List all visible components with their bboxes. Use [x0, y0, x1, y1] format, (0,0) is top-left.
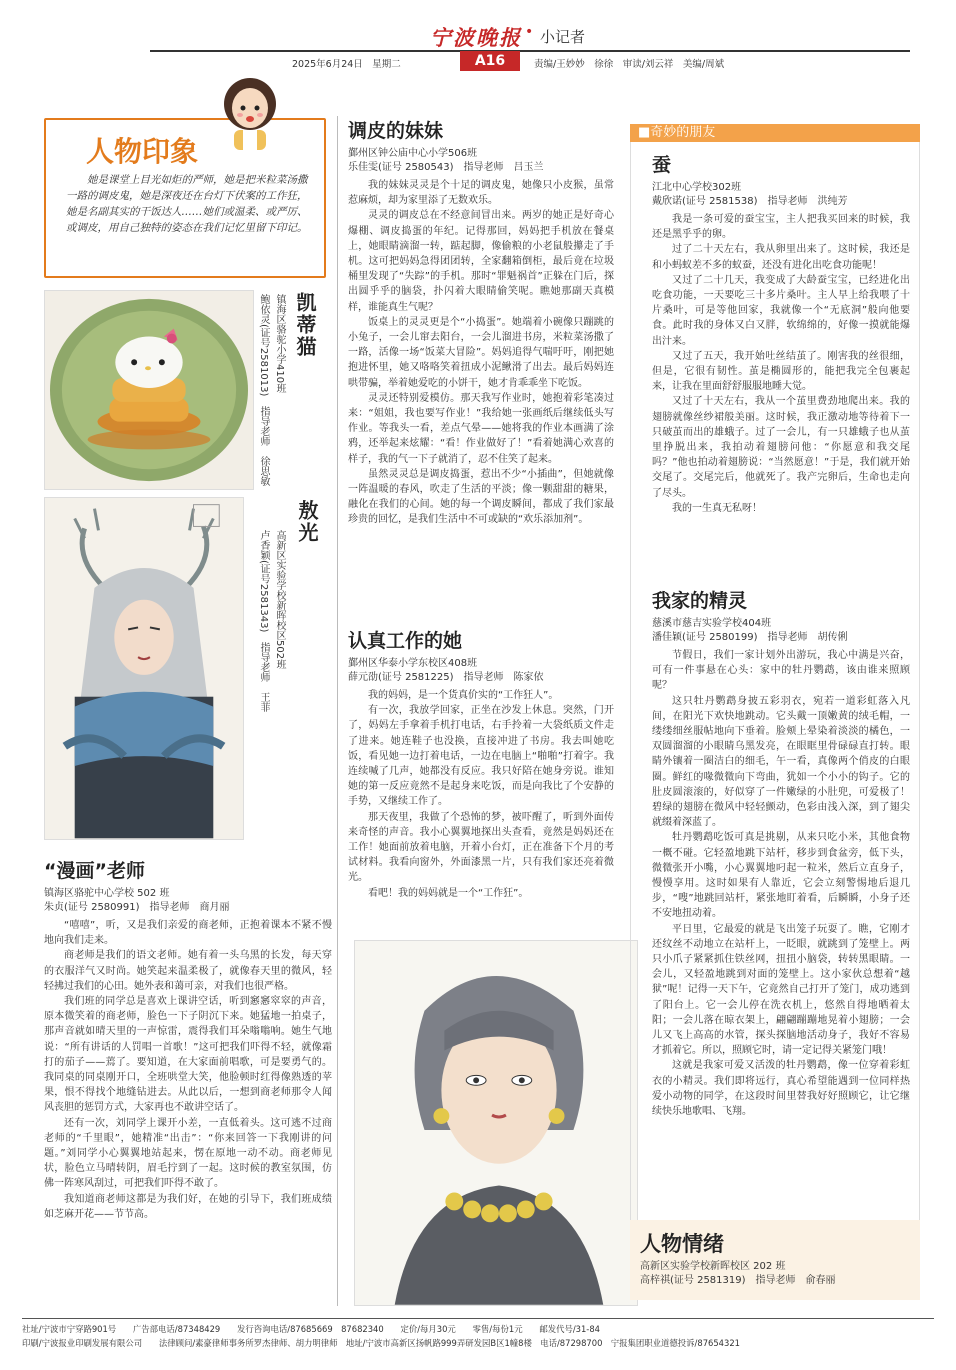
paragraph: 我是一条可爱的蚕宝宝，主人把我买回来的时候，我还是黑乎乎的卵。 — [652, 214, 910, 241]
paragraph: 那天夜里，我做了个恐怖的梦，被吓醒了，听到外面传来奇怪的声音。我小心翼翼地探出头查看，竟然是妈妈还在工作！她面前放着电脑，开着小台灯，正在准备下个月的考试材料。我看向窗外，外面漆黑一片，只有我们家还亮着微光。 — [348, 811, 614, 884]
paragraph: 又过了二十几天，我变成了大龄蚕宝宝，已经进化出吃食功能，一天要吃三十多片桑叶。主人早上给我喂了十片桑叶，可是等他回家，我就像一个“无底洞”般向他要食。此时我的身体又白又胖，软绵绵的，好像一摸就能爆出汁来。 — [652, 274, 910, 347]
article-elf-body — [652, 648, 910, 1119]
masthead — [0, 0, 956, 70]
article-sister-title: 调皮的妹妹 — [348, 120, 444, 142]
article-teacher-title: “漫画”老师 — [44, 860, 145, 882]
paragraph: 看吧！我的妈妈就是一个“工作狂”。 — [368, 887, 529, 899]
paragraph: 我的妈妈，是一个货真价实的“工作狂人”。 — [368, 690, 559, 701]
article-mother-body — [348, 688, 614, 901]
paragraph: 我知道商老师这都是为我们好，在她的引导下，我们班成绩如芝麻开花——节节高。 — [44, 1193, 332, 1220]
article-teacher-author: 朱贞(证号 2580991) 指导老师 商月丽 — [44, 902, 230, 913]
paragraph: 我的一生真无私呀！ — [672, 502, 762, 514]
article-teacher-school: 镇海区骆驼中心学校 502 班 — [44, 888, 170, 899]
paragraph: 平日里，它最爱的就是飞出笼子玩耍了。瞧，它刚才还纹丝不动地立在站杆上，一眨眼，就跳到了笼壁上。两只小爪子紧紧抓住铁丝网，扭扭小脑袋，转转黑眼睛。一会儿，又轻盈地跳到对面的笼壁上。这小家伙总想着“越狱”呢！记得一天下午，它竟然自己打开了笼门，成功逃到了阳台上。它一会儿停在洗衣机上，悠然自得地晒着太阳；一会儿落在晾衣架上，翩翩蹦蹦地晃着小翅膀；一会儿又飞上高高的水管，探头探脑地活动身子，我好不容易才抓着它。所以，照顾它时，请一定记得关紧笼门哦！ — [652, 923, 910, 1057]
footer-line-1: 社址/宁波市宁穿路901号 广告部电话/87348429 发行咨询电话/87685669 87682340 定价/每月30元 零售/每份1元 邮发代号/31-84 — [22, 1324, 600, 1334]
paragraph: 这就是我家可爱又活泼的牡丹鹦鹉，像一位穿着彩虹衣的小精灵。我们即将远行，真心希望能遇到一位同样热爱小动物的同学，在这段时间里替我好好照顾它，让它继续快乐地歌唱、飞翔。 — [652, 1060, 910, 1118]
newspaper-logo: 宁波晚报 — [430, 25, 522, 50]
friends-section-header: ■奇妙的朋友 — [630, 124, 920, 142]
kitty-school: 镇海区骆驼小学410班 — [274, 294, 285, 394]
section-name: 小记者 — [540, 28, 586, 46]
emotion-author-line: 高梓祺(证号 2581319) 指导老师 俞春丽 — [640, 1275, 836, 1286]
footer — [22, 1318, 934, 1350]
article-silkworm-school: 江北中心学校302班 — [652, 182, 742, 193]
paragraph: 又过了十天左右，我从一个茧里费劲地爬出来。我的翅膀就像丝纱裙般美丽。这时候，我正激动地等待着下一只破茧而出的雄蛾子。过了一会儿，有一只雄蛾子也从茧里挣脱出来，我拍动着翅膀问他：“你愿意和我交尾吗？”他也拍动着翅膀说：“当然愿意！”于是，我们就开始交尾了。交尾完后，他就死了。我产完卵后，生命也走向了尽头。 — [652, 396, 910, 499]
paragraph: 过了二十天左右，我从卵里出来了。这时候，我还是和小蚂蚁差不多的蚁蚕，还没有进化出吃食功能呢！ — [652, 244, 910, 271]
kitty-artwork — [44, 290, 254, 490]
article-sister-body — [348, 178, 614, 528]
article-sister — [348, 116, 614, 528]
aoguang-title: 敖光 — [295, 500, 319, 544]
editors-line: 责编/王妙妙 徐徐 审读/刘云祥 美编/周斌 — [534, 59, 725, 70]
article-elf-school: 慈溪市慈吉实验学校404班 — [652, 618, 772, 629]
article-silkworm-author: 戴欣诺(证号 2581538) 指导老师 洪纯芳 — [652, 196, 848, 207]
article-silkworm-title: 蚕 — [652, 154, 672, 176]
aoguang-school: 高新区实验学校新晖校区502班 — [274, 530, 285, 670]
paragraph: 又过了五天，我开始吐丝结茧了。刚害我的丝很细，但是，它很有韧性。茧是椭圆形的，能把我完全包裹起来，让我在里面舒舒服服地睡大觉。 — [652, 350, 910, 393]
footer-line-2: 印刷/宁波报业印刷发展有限公司 法律顾问/素豪律师事务所罗杰律师、胡力明律师 地址/宁波市高新区扬帆路999弄研发园B区1幢8楼 电话/87298700 宁报集团职业道德投诉/87654321 — [22, 1338, 740, 1348]
emotion-caption-box — [630, 1220, 920, 1300]
article-teacher-body — [44, 918, 332, 1222]
article-mother-author: 薛元劭(证号 2581225) 指导老师 陈家依 — [348, 672, 544, 683]
issue-date: 2025年6月24日 星期二 — [292, 59, 401, 70]
masthead-dot: • — [525, 24, 534, 40]
masthead-rule — [150, 50, 910, 52]
page-number-badge: A16 — [460, 51, 520, 71]
kitty-title: 凯蒂猫 — [293, 292, 317, 358]
article-sister-author: 乐佳雯(证号 2580543) 指导老师 吕玉兰 — [348, 162, 544, 173]
emotion-portrait-artwork — [354, 940, 638, 1306]
article-silkworm — [652, 150, 910, 516]
paragraph: 我的妹妹灵灵是个十足的调皮鬼，她像只小皮猴，虽常惹麻烦，却为家里添了无数欢乐。 — [348, 180, 614, 207]
article-mother-title: 认真工作的她 — [348, 630, 463, 652]
paragraph: 灵灵的调皮总在不经意间冒出来。两岁的她正是好奇心爆棚、调皮捣蛋的年纪。记得那回，妈妈把手机放在餐桌上，她眼睛滴溜一转，踮起脚，像偷粮的小老鼠般攥走了手机。这可把妈妈急得团团转，全家翻箱倒柜，最后竟在垃圾桶里发现了“失踪”的手机。那时“罪魁祸首”正躲在门后，探出圆乎乎的脑袋，扑闪着大眼睛偷笑呢。瞧她那副天真模样，谁能真生气呢？ — [348, 210, 614, 313]
article-silkworm-body — [652, 212, 910, 516]
paragraph: 有一次，我放学回家，正坐在沙发上休息。突然，门开了，妈妈左手拿着手机打电话，右手拎着一大袋纸质文件走了进来。她连鞋子也没换，直接冲进了书房。我去叫她吃饭，看见她一边打着电话，一边在电脑上“啪啪”打着字。我连续喊了几声，她都没有反应。我只好陪在她身旁说。谁知她的第一反应竟然不是起身来吃饭，而是向我比了个安静的手势，又继续工作了。 — [348, 705, 614, 808]
paragraph: 商老师是我们的语文老师。她有着一头乌黑的长发，每天穿的衣服洋气又时尚。她笑起来温柔极了，就像春天里的微风，轻轻拂过我们的心田。她外表和蔼可亲，对我们也很严格。 — [44, 950, 332, 992]
article-mother-school: 鄞州区华泰小学东校区408班 — [348, 658, 478, 669]
paragraph: 饭桌上的灵灵更是个“小捣蛋”。她端着小碗像只蹦跳的小兔子，一会儿窜去阳台，一会儿溜进书房，米粒菜汤撒了一路，活像一场“饭菜大冒险”。妈妈追得气喘吁吁，刚把她抱进怀里，她又咯咯笑着扭成小泥鳅滑了出去。最后妈妈连哄带骗，举着她爱吃的小饼干，她才肯乖乖坐下吃饭。 — [348, 316, 614, 389]
paragraph: 节假日，我们一家计划外出游玩，我心中满是兴奋，可有一件事悬在心头：家中的牡丹鹦鹉，该由谁来照顾呢？ — [652, 650, 910, 692]
paragraph: 这只牡丹鹦鹉身披五彩羽衣，宛若一道彩虹落入凡间，在阳光下欢快地跳动。它头戴一顶嫩黄的绒毛帽，一缕缕细丝服帖地向下垂着。脸颊上晕染着淡淡的橘色，一双圆溜溜的小眼睛乌黑发亮，在眼眶里骨碌碌直打转。眼睛外镶着一圈洁白的细毛，午一看，真像两个俏皮的白眼圈。鲜红的喙微微向下弯曲，犹如一个小小的钩子。它的肚皮圆滚滚的，好似穿了一件嫩绿的小肚兜，可爱极了！碧绿的翅膀在微风中轻轻颤动，色彩由浅入深，到了翅尖就缀着深蓝了。 — [652, 695, 910, 829]
article-elf-title: 我家的精灵 — [652, 590, 748, 612]
emotion-school — [640, 1260, 836, 1288]
impression-text: 她是课堂上目光如炬的严师，她是把米粒菜汤撒一路的调皮鬼，她是深夜还在台灯下伏案的工作狂，她是名副其实的干饭达人……她们或温柔、或严厉、或调皮，用自己独特的姿态在我们记忆里留下印记。 — [66, 174, 308, 234]
aoguang-author: 卢香颖(证号2581343) 指导老师 王菲 — [258, 530, 269, 713]
paragraph: 我们班的同学总是喜欢上课讲空话，听到窸窸窣窣的声音，原本微笑着的商老师，脸色一下子阴沉下来。她猛地一拍桌子，那声音就如晴天里的一声惊雷，震得我们耳朵嗡嗡响。她生气地说：“所有讲话的人罚唱一首歌！”这可把我们吓得不轻，就像霜打的茄子——蔫了。要知道，在大家面前唱歌，可是要勇气的。我同桌的同桌刚开口，全班哄堂大笑，他脸顿时红得像熟透的苹果，恨不得找个地缝钻进去。从此以后，一想到商老师那令人闻风丧胆的惩罚方式，大家再也不敢讲空话了。 — [44, 996, 332, 1114]
emotion-school-line: 高新区实验学校新晖校区 202 班 — [640, 1261, 786, 1272]
paragraph: “嘻嘻”，听，又是我们亲爱的商老师，正抱着课本不紧不慢地向我们走来。 — [44, 920, 332, 947]
paragraph: 牡丹鹦鹉吃饭可真是挑剔，从来只吃小米，其他食物一概不碰。它轻盈地跳下站杆，移步到食盆旁，低下头，微微张开小嘴，小心翼翼地叼起一粒米，然后立直身子，慢慢享用。这时如果有人靠近，它会立刻警惕地后退几步，“嗖”地跳回站杆，紧张地盯着看，后瞬瞬，小身子还不安地扭动着。 — [652, 832, 910, 920]
article-elf — [652, 586, 910, 1119]
article-sister-school: 鄞州区钟公庙中心小学506班 — [348, 148, 478, 159]
column-rule — [337, 116, 338, 1306]
girl-illustration — [210, 72, 290, 150]
paragraph: 虽然灵灵总是调皮捣蛋，惹出不少“小插曲”，但她就像一阵温暖的春风，吹走了生活的平淡；像一颗甜甜的糖果，融化在我们的心间。她的每一个调皮瞬间，都成了我们家最珍贵的回忆，是我们生活中不可或缺的“欢乐添加剂”。 — [348, 468, 614, 526]
article-mother — [348, 626, 614, 901]
emotion-title: 人物情绪 — [640, 1232, 724, 1256]
aoguang-artwork — [44, 497, 244, 840]
paragraph: 灵灵还特别爱模仿。那天我写作业时，她抱着彩笔凑过来：“姐姐，我也要写作业！”我给她一张画纸后继续低头写作业。等我头一看，差点气晕——她将我的作业本画满了涂鸦，还举起来炫耀：“看！作业做好了！”看着她满心欢喜的样子，我的气一下子就消了，忍不住笑了起来。 — [348, 392, 614, 465]
paragraph: 还有一次，刘同学上课开小差，一直低着头。这可逃不过商老师的“千里眼”，她精准“出击”：“你来回答一下我刚讲的问题。”刘同学小心翼翼地站起来，愣在原地一动不动。商老师见状，脸色立马晴转阴，眉毛拧到了一起。这时候的教室氛围，仿佛一阵寒风刮过，可把我们吓得不敢了。 — [44, 1117, 332, 1190]
article-elf-author: 潘佳颖(证号 2580199) 指导老师 胡传俐 — [652, 632, 848, 643]
article-teacher — [44, 856, 332, 1222]
kitty-author: 鲍依灵(证号2581013) 指导老师 徐思敏 — [258, 294, 269, 487]
impression-title: 人物印象 — [86, 135, 199, 168]
